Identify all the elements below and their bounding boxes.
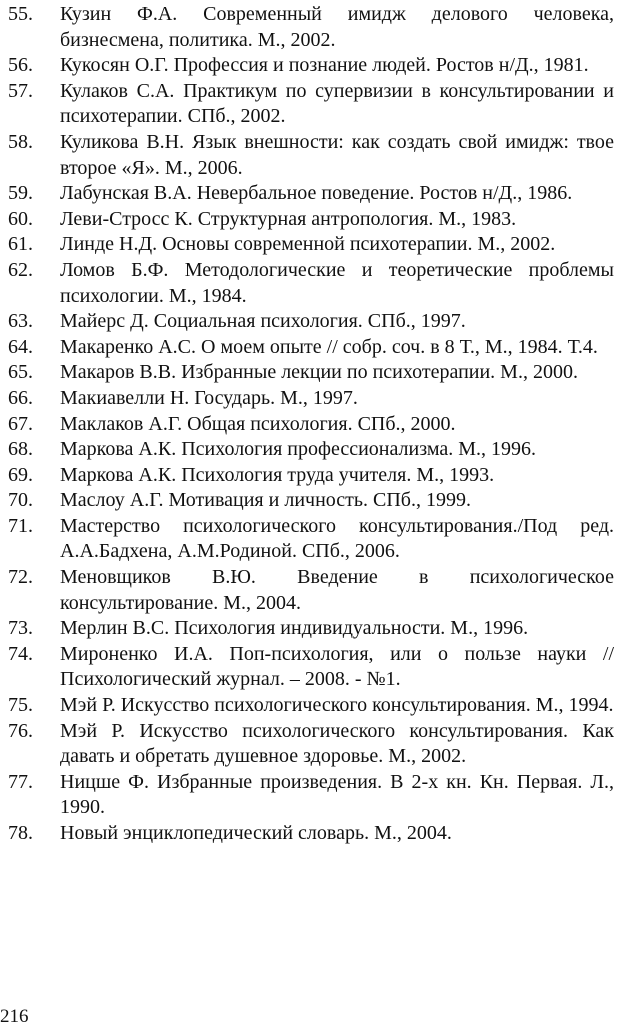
reference-item <box>8 693 614 719</box>
reference-text: Маклаков А.Г. Общая психология. СПб., 2000. <box>60 412 456 435</box>
reference-item <box>8 565 614 616</box>
reference-item <box>8 130 614 181</box>
reference-number: 75. <box>8 694 33 717</box>
reference-number: 60. <box>8 207 33 230</box>
reference-text: Мастерство психологического консультирования./Под ред. А.А.Бадхена, А.М.Родиной. СПб., 2006. <box>60 514 614 563</box>
reference-number: 56. <box>8 54 33 77</box>
reference-item <box>8 335 614 361</box>
reference-item <box>8 79 614 130</box>
reference-item <box>8 309 614 335</box>
reference-number: 58. <box>8 130 33 153</box>
reference-text: Мироненко И.А. Поп-психология, или о пользе науки // Психологический журнал. – 2008. - №1. <box>60 642 614 691</box>
reference-item <box>8 488 614 514</box>
reference-number: 59. <box>8 182 33 205</box>
reference-item <box>8 207 614 233</box>
reference-number: 68. <box>8 438 33 461</box>
reference-text: Маслоу А.Г. Мотивация и личность. СПб., 1999. <box>60 489 471 512</box>
reference-number: 64. <box>8 335 33 358</box>
reference-number: 71. <box>8 514 33 537</box>
reference-item <box>8 258 614 309</box>
reference-item <box>8 514 614 565</box>
reference-number: 65. <box>8 361 33 384</box>
reference-text: Кулаков С.А. Практикум по супервизии в консультировании и психотерапии. СПб., 2002. <box>60 79 614 128</box>
reference-text: Майерс Д. Социальная психология. СПб., 1997. <box>60 310 466 333</box>
reference-number: 61. <box>8 233 33 256</box>
reference-number: 69. <box>8 463 33 486</box>
reference-text: Макиавелли Н. Государь. М., 1997. <box>60 386 358 409</box>
reference-item <box>8 821 614 847</box>
reference-item <box>8 53 614 79</box>
reference-text: Мэй Р. Искусство психологического консультирования. М., 1994. <box>60 694 614 717</box>
reference-number: 77. <box>8 770 33 793</box>
reference-text: Макаров В.В. Избранные лекции по психотерапии. М., 2000. <box>60 361 578 384</box>
reference-number: 72. <box>8 566 33 589</box>
reference-item <box>8 463 614 489</box>
reference-number: 70. <box>8 489 33 512</box>
reference-text: Мерлин В.С. Психология индивидуальности. М., 1996. <box>60 617 529 640</box>
reference-text: Маркова А.К. Психология труда учителя. М., 1993. <box>60 463 495 486</box>
reference-number: 66. <box>8 386 33 409</box>
reference-item <box>8 719 614 770</box>
reference-item <box>8 386 614 412</box>
reference-text: Макаренко А.С. О моем опыте // собр. соч. в 8 Т., М., 1984. Т.4. <box>60 335 598 358</box>
reference-list <box>8 2 614 847</box>
reference-text: Новый энциклопедический словарь. М., 2004. <box>60 822 452 844</box>
reference-text: Кукосян О.Г. Профессия и познание людей. Ростов н/Д., 1981. <box>60 54 589 77</box>
reference-number: 62. <box>8 258 33 281</box>
reference-item <box>8 360 614 386</box>
reference-text: Ломов Б.Ф. Методологические и теоретические проблемы психологии. М., 1984. <box>60 258 614 307</box>
reference-item <box>8 181 614 207</box>
reference-number: 67. <box>8 412 33 435</box>
reference-item <box>8 232 614 258</box>
page-number: 216 <box>0 1006 29 1027</box>
reference-text: Леви-Стросс К. Структурная антропология. М., 1983. <box>60 207 517 230</box>
reference-text: Лабунская В.А. Невербальное поведение. Ростов н/Д., 1986. <box>60 182 573 205</box>
reference-number: 63. <box>8 310 33 333</box>
reference-item <box>8 437 614 463</box>
reference-text: Маркова А.К. Психология профессионализма. М., 1996. <box>60 438 537 461</box>
reference-text: Куликова В.Н. Язык внешности: как создать свой имидж: твое второе «Я». М., 2006. <box>60 130 614 179</box>
reference-number: 74. <box>8 642 33 665</box>
reference-item <box>8 642 614 693</box>
reference-number: 73. <box>8 617 33 640</box>
reference-number: 55. <box>8 3 33 25</box>
reference-text: Линде Н.Д. Основы современной психотерапии. М., 2002. <box>60 233 556 256</box>
reference-number: 76. <box>8 719 33 742</box>
reference-text: Меновщиков В.Ю. Введение в психологическое консультирование. М., 2004. <box>60 566 614 614</box>
reference-number: 57. <box>8 79 33 102</box>
reference-item <box>8 2 614 53</box>
reference-number: 78. <box>8 822 33 844</box>
reference-item <box>8 412 614 438</box>
reference-item <box>8 616 614 642</box>
reference-text: Ницше Ф. Избранные произведения. В 2-х кн. Кн. Первая. Л., 1990. <box>60 770 614 819</box>
reference-item <box>8 770 614 821</box>
reference-text: Кузин Ф.А. Современный имидж делового человека, бизнесмена, политика. М., 2002. <box>60 3 614 51</box>
reference-text: Мэй Р. Искусство психологического консультирования. Как давать и обретать душевное здоровье. М., 2002. <box>60 719 614 768</box>
